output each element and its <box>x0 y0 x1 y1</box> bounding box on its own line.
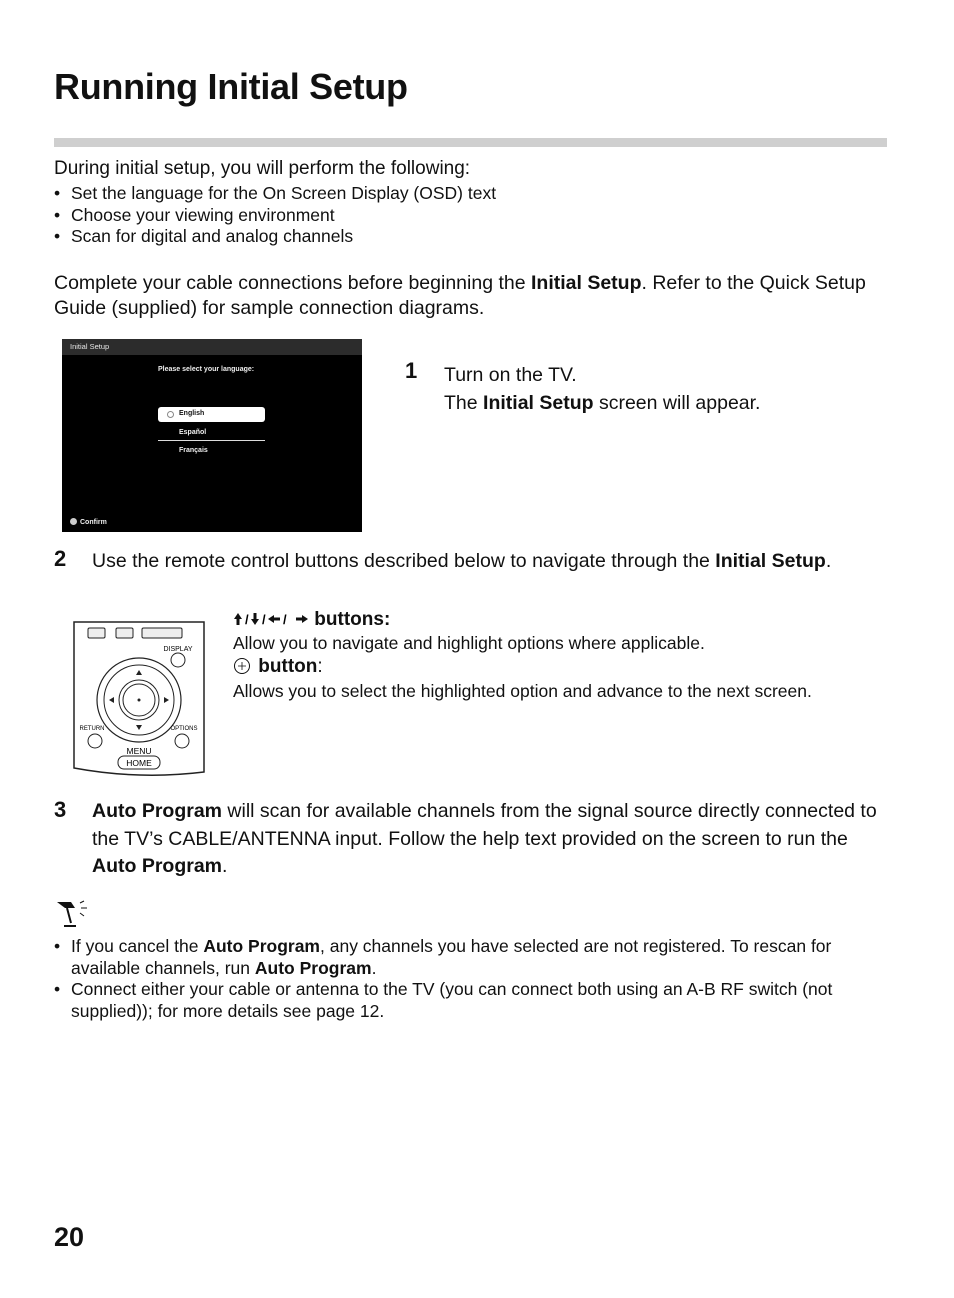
remote-control-illustration <box>70 618 208 778</box>
svg-text:/: / <box>283 612 287 626</box>
connection-paragraph <box>54 271 899 321</box>
tip-bold: Auto Program <box>203 936 320 956</box>
page-number: 20 <box>54 1222 85 1252</box>
bullet-item: • Choose your viewing environment <box>54 205 496 227</box>
intro-bullets <box>54 183 496 248</box>
step3-bold: Auto Program <box>92 800 223 822</box>
remote-display-label: DISPLAY <box>163 646 193 653</box>
remote-options-label: OPTIONS <box>170 726 198 732</box>
option-label: Español <box>179 429 207 436</box>
tip-lamp-icon <box>55 899 91 929</box>
step2-text-part: . <box>825 550 832 572</box>
para-text: . Refer to the Quick Setup Guide (supplied) for sample connection diagrams. <box>54 272 866 319</box>
tip-item: • Connect either your cable or antenna to the TV (you can connect both using an A-B RF switch (not supplied)); for more details see page 12. <box>54 979 894 1022</box>
step2-text <box>92 548 882 575</box>
bullet-item: • Scan for digital and analog channels <box>54 226 496 248</box>
option-label: Français <box>179 447 208 454</box>
step2-text-part: Use the remote control buttons described below to navigate through the <box>92 550 716 572</box>
bullet-item: • Set the language for the On Screen Display (OSD) text <box>54 183 496 205</box>
tips-list <box>54 936 894 1022</box>
language-option-english[interactable] <box>158 407 265 422</box>
para-bold: Initial Setup <box>530 272 642 294</box>
step1-line1: Turn on the TV. <box>444 364 577 386</box>
confirm-label: Confirm <box>80 519 107 526</box>
arrow-keys-icon <box>233 612 309 626</box>
screen-header-bar <box>62 339 362 355</box>
step2-bold: Initial Setup <box>715 550 826 572</box>
step1-line2 <box>444 389 760 417</box>
arrow-buttons-desc: Allow you to navigate and highlight options where applicable. <box>233 633 705 653</box>
option-divider <box>158 440 265 441</box>
step1-text <box>444 361 760 417</box>
button-descriptions <box>233 609 893 702</box>
arrow-buttons-heading: / / / buttons: <box>233 609 893 631</box>
svg-text:/: / <box>245 612 249 626</box>
center-button-label: button <box>258 656 318 677</box>
language-option-espanol[interactable] <box>158 426 265 441</box>
language-option-francais[interactable] <box>158 444 265 459</box>
center-button-desc: Allows you to select the highlighted option and advance to the next screen. <box>233 681 812 701</box>
step-number: 2 <box>54 546 67 571</box>
remote-return-label: RETURN <box>79 726 105 732</box>
remote-menu-label: MENU <box>126 746 152 756</box>
tip-bold: Auto Program <box>254 957 372 978</box>
center-button-heading: button: <box>233 656 893 678</box>
screen-header: Initial Setup <box>70 342 110 351</box>
initial-setup-screen <box>62 339 362 532</box>
step1-text-part: screen will appear. <box>593 392 761 414</box>
radio-icon <box>167 411 174 418</box>
step3-text <box>92 798 892 881</box>
tip-item <box>54 936 894 979</box>
step-number: 1 <box>405 358 418 383</box>
tip-text: If you cancel the <box>71 936 204 956</box>
title-rule <box>54 138 887 147</box>
confirm-hint <box>70 518 107 526</box>
remote-home-label: HOME <box>126 758 152 768</box>
step-number: 3 <box>54 797 67 822</box>
step1-text-part: The <box>444 392 484 414</box>
intro-text: During initial setup, you will perform the following: <box>54 158 471 179</box>
arrow-buttons-label: buttons <box>314 609 384 630</box>
tip-text: . <box>371 957 377 978</box>
tip-text: , any channels you have selected are not registered. To rescan for available channels, run <box>71 936 832 978</box>
step3-bold: Auto Program <box>92 855 223 877</box>
center-button-icon <box>233 657 253 675</box>
step3-text-part: will scan for available channels from the signal source directly connected to the TV’s CABLE/ANTENNA input. Follow the help text provided on the screen to run the <box>92 800 877 850</box>
page-title: Running Initial Setup <box>54 66 408 107</box>
screen-prompt: Please select your language: <box>158 366 255 373</box>
para-text: Complete your cable connections before beginning the <box>54 272 531 294</box>
option-label: English <box>179 410 205 417</box>
step1-bold: Initial Setup <box>483 392 594 414</box>
svg-text:/: / <box>262 612 266 626</box>
confirm-icon <box>70 518 77 525</box>
step3-text-part: . <box>222 855 228 877</box>
